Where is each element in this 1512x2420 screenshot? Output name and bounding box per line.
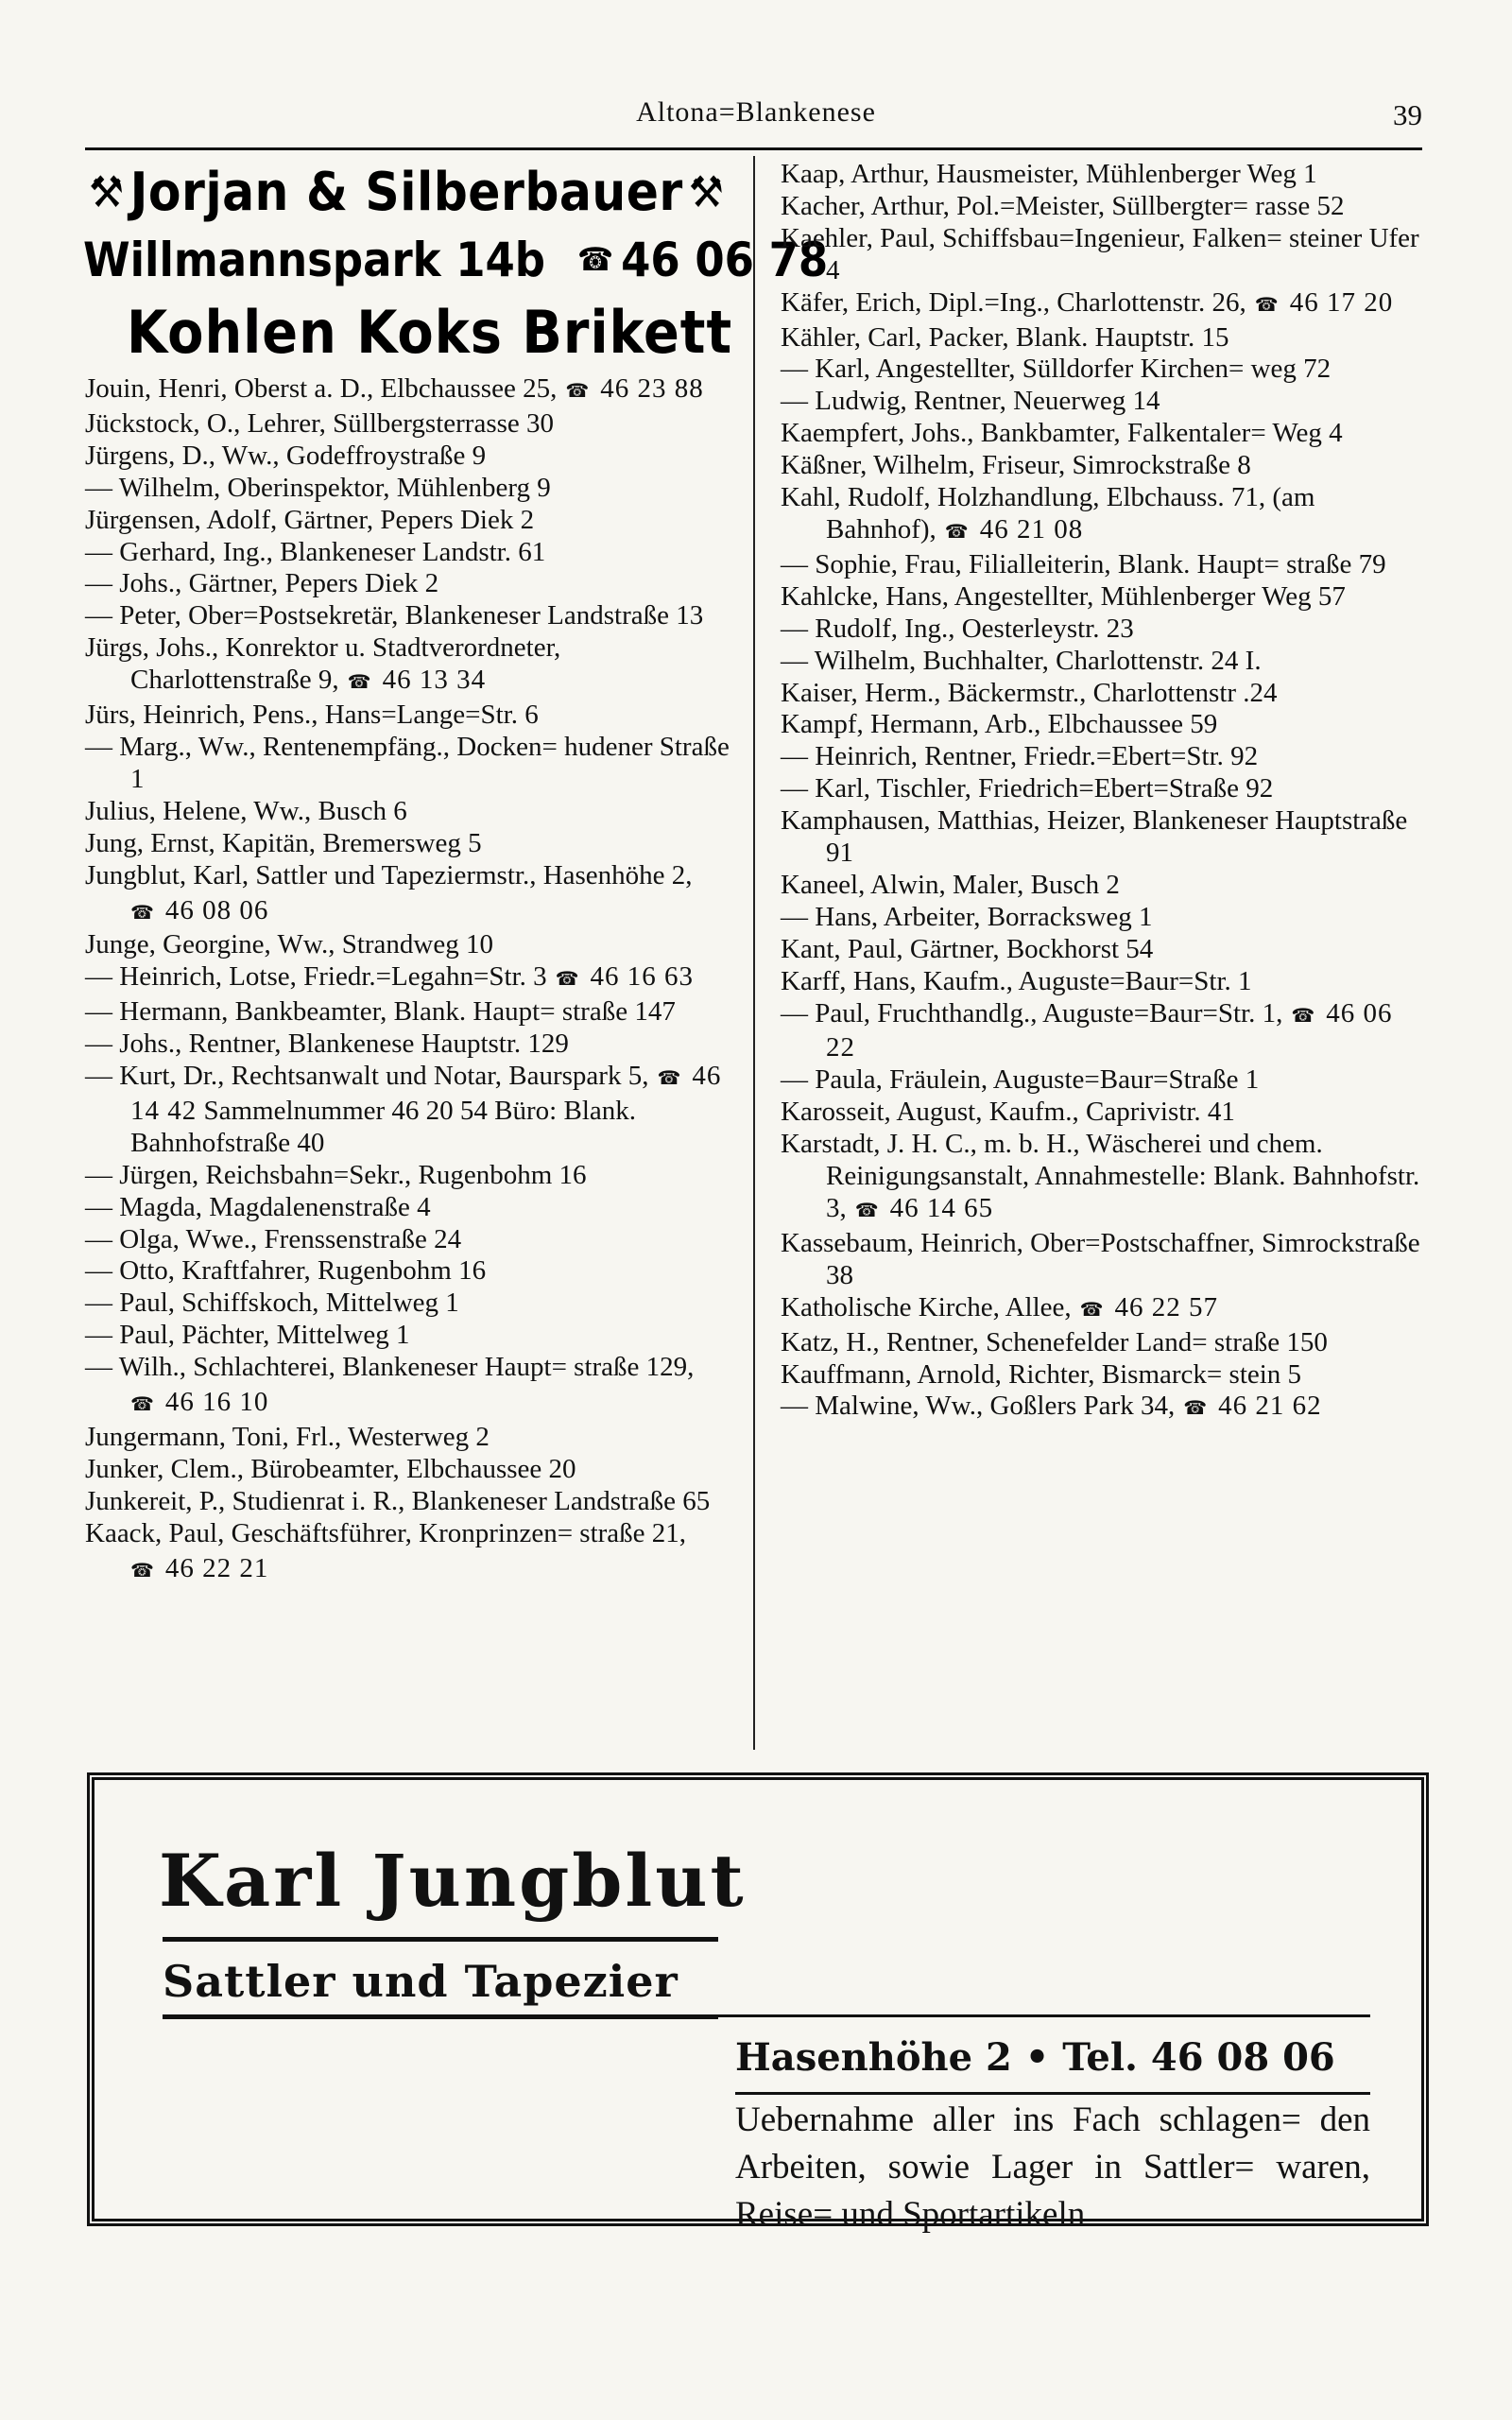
directory-entry [781,191,1423,223]
entry-text: Katz, H., Rentner, Schenefelder Land= straße 150 [781,1326,1328,1357]
entry-phone: 46 21 62 [1218,1391,1322,1422]
entry-text: — Paul, Schiffskoch, Mittelweg 1 [85,1288,459,1319]
entry-text: Jürgens, D., Ww., Godeffroystraße 9 [85,440,487,471]
telephone-icon: ☎ [1178,1398,1208,1420]
entry-text: — Wilhelm, Buchhalter, Charlottenstr. 24 I. [781,645,1262,676]
directory-entry [781,450,1423,482]
directory-entry [781,386,1423,418]
ad-trade: Sattler und Tapezier [163,1956,679,2007]
left-entry-list [85,373,742,1588]
entry-text: Junkereit, P., Studienrat i. R., Blankeneser Landstraße 65 [85,1485,711,1516]
entry-phone: 46 06 22 [826,997,1393,1063]
directory-entry [781,741,1423,773]
telephone-icon: ☎ [577,241,614,279]
directory-entry [781,1129,1423,1228]
directory-entry [85,600,742,632]
left-column [83,156,829,1588]
entry-phone: 46 22 21 [164,1552,269,1583]
directory-entry [85,568,742,600]
entry-text: Katholische Kirche, Allee, [781,1291,1072,1322]
directory-entry [781,773,1423,805]
directory-entry [85,796,742,828]
entry-text: Karstadt, J. H. C., m. b. H., Wäscherei und chem. Reinigungsanstalt, Annahmestelle: Blank. Bahnhofstr. 3, [781,1129,1420,1223]
entry-text: Kahlcke, Hans, Angestellter, Mühlenberger Weg 57 [781,580,1346,612]
divider [718,2014,1370,2017]
entry-text: Karosseit, August, Kaufm., Caprivistr. 41 [781,1097,1235,1128]
entry-text: — Malwine, Ww., Goßlers Park 34, [781,1391,1176,1422]
top-advertisement [83,156,829,373]
telephone-icon: ☎ [1074,1299,1104,1321]
directory-entry [781,1391,1423,1426]
directory-entry [781,223,1423,287]
directory-entry [781,614,1423,646]
entry-text: — Johs., Gärtner, Pepers Diek 2 [85,568,439,599]
directory-entry [781,581,1423,614]
entry-text: Kampf, Hermann, Arb., Elbchaussee 59 [781,709,1218,740]
entry-text: Kamphausen, Matthias, Heizer, Blankeneser Hauptstraße 91 [781,805,1408,869]
telephone-icon: ☎ [850,1201,879,1221]
entry-text: — Kurt, Dr., Rechtsanwalt und Notar, Baurspark 5, [85,1061,649,1092]
directory-entry [781,322,1423,354]
telephone-icon: ☎ [652,1068,681,1090]
divider [163,1937,718,1942]
directory-entry [781,482,1423,549]
directory-entry [85,1288,742,1320]
directory-entry [85,473,742,505]
ad-description: Uebernahme aller ins Fach schlagen= den Arbeiten, sowie Lager in Sattler= waren, Reise= und Sportartikeln [735,2100,1370,2234]
entry-text: Kähler, Carl, Packer, Blank. Hauptstr. 15 [781,321,1229,353]
telephone-icon: ☎ [342,672,371,694]
directory-entry [781,287,1423,322]
directory-entry [85,1028,742,1061]
entry-text: — Johs., Rentner, Blankenese Hauptstr. 129 [85,1028,569,1060]
bottom-advertisement [87,1772,1429,2234]
directory-entry [781,549,1423,581]
entry-text: — Paul, Fruchthandlg., Auguste=Baur=Str. 1, [781,997,1283,1028]
entry-text: Karff, Hans, Kaufm., Auguste=Baur=Str. 1 [781,965,1252,996]
entry-text: — Paul, Pächter, Mittelweg 1 [85,1320,410,1351]
entry-text: — Hans, Arbeiter, Borracksweg 1 [781,901,1153,932]
divider [163,2014,718,2019]
entry-text: — Hermann, Bankbeamter, Blank. Haupt= straße 147 [85,996,676,1028]
page-number: 39 [1393,98,1422,131]
entry-text: Jürgs, Johs., Konrektor u. Stadtverordneter, Charlottenstraße 9, [85,632,561,696]
entry-text: — Rudolf, Ing., Oesterleystr. 23 [781,613,1134,644]
directory-entry [781,646,1423,678]
ad-products: Kohlen Koks Brikett [127,297,733,367]
entry-text: — Karl, Tischler, Friedrich=Ebert=Straße 92 [781,773,1274,804]
directory-entry [85,408,742,441]
entry-text: Kauffmann, Arnold, Richter, Bismarck= stein 5 [781,1358,1302,1390]
ad-name: Karl Jungblut [159,1839,747,1923]
entry-text: — Heinrich, Lotse, Friedr.=Legahn=Str. 3 [85,961,547,993]
entry-text: Kassebaum, Heinrich, Ober=Postschaffner, Simrockstraße 38 [781,1227,1420,1290]
header-rule [85,147,1422,150]
directory-entry [781,934,1423,966]
entry-text: Jouin, Henri, Oberst a. D., Elbchaussee 25, [85,373,558,404]
entry-text: — Gerhard, Ing., Blankeneser Landstr. 61 [85,536,546,567]
entry-text: Jung, Ernst, Kapitän, Bremersweg 5 [85,827,482,858]
right-entry-list [781,159,1423,1426]
directory-entry [85,929,742,961]
entry-phone: 46 16 63 [590,961,694,993]
entry-phone: 46 14 65 [889,1193,994,1223]
header-title: Altona=Blankenese [636,96,876,128]
directory-entry [85,1061,742,1160]
entry-phone: 46 22 57 [1114,1291,1219,1322]
entry-text: Kant, Paul, Gärtner, Bockhorst 54 [781,933,1154,964]
directory-entry [85,632,742,700]
directory-entry [85,700,742,732]
directory-entry [781,1327,1423,1359]
directory-entry [781,805,1423,870]
entry-text: Jungblut, Karl, Sattler und Tapeziermstr., Hasenhöhe 2, [85,859,693,890]
entry-text: Kaehler, Paul, Schiffsbau=Ingenieur, Falken= steiner Ufer 4 [781,222,1419,285]
entry-text: — Heinrich, Rentner, Friedr.=Ebert=Str. 92 [781,741,1259,772]
entry-text: — Karl, Angestellter, Sülldorfer Kirchen= weg 72 [781,354,1332,385]
telephone-icon: ☎ [550,969,579,991]
directory-entry [85,373,742,408]
column-divider [753,156,755,1750]
directory-entry [781,354,1423,386]
entry-text: — Paula, Fräulein, Auguste=Baur=Straße 1 [781,1064,1260,1096]
directory-entry [85,1454,742,1486]
directory-entry [781,1292,1423,1327]
telephone-icon: ☎ [1286,1005,1315,1027]
telephone-icon: ☎ [130,902,154,924]
entry-text: — Wilhelm, Oberinspektor, Mühlenberg 9 [85,472,551,503]
entry-text: Kaneel, Alwin, Maler, Busch 2 [781,869,1120,900]
directory-entry [85,1518,742,1588]
entry-phone: 46 23 88 [600,373,704,404]
directory-entry [85,732,742,796]
directory-entry [781,1064,1423,1097]
entry-text: Jungermann, Toni, Frl., Westerweg 2 [85,1422,490,1452]
telephone-icon: ☎ [130,1394,154,1416]
entry-text: Käfer, Erich, Dipl.=Ing., Charlottenstr. 26, [781,286,1246,318]
entry-text: — Olga, Wwe., Frenssenstraße 24 [85,1223,462,1254]
directory-entry [85,1192,742,1224]
entry-text: Käßner, Wilhelm, Friseur, Simrockstraße 8 [781,450,1251,481]
directory-entry [781,998,1423,1065]
directory-entry [781,678,1423,710]
entry-phone: 46 13 34 [382,665,487,696]
entry-text: Jürgensen, Adolf, Gärtner, Pepers Diek 2 [85,504,535,535]
entry-text: Kaempfert, Johs., Bankbamter, Falkentaler= Weg 4 [781,418,1343,449]
ad-street: Willmannspark 14b [83,233,546,287]
hammer-icon: ⚒ [89,166,125,217]
divider [735,2092,1370,2095]
telephone-icon: ☎ [560,381,590,402]
ad-company-name: Jorjan & Silberbauer [129,161,683,223]
directory-entry [85,1486,742,1518]
directory-entry [85,441,742,473]
entry-text: — Wilh., Schlachterei, Blankeneser Haupt= straße 129, [85,1352,695,1383]
directory-entry [85,537,742,569]
entry-phone: 46 21 08 [979,513,1084,544]
directory-entry [781,1228,1423,1292]
entry-text: — Marg., Ww., Rentenempfäng., Docken= hudener Straße 1 [85,731,730,794]
entry-text: Junge, Georgine, Ww., Strandweg 10 [85,929,493,960]
directory-entry [781,709,1423,741]
entry-text: — Sophie, Frau, Filialleiterin, Blank. Haupt= straße 79 [781,548,1386,579]
entry-phone: 46 17 20 [1289,286,1394,318]
entry-text: Junker, Clem., Bürobeamter, Elbchaussee 20 [85,1453,576,1484]
directory-entry [781,159,1423,191]
entry-text: — Jürgen, Reichsbahn=Sekr., Rugenbohm 16 [85,1159,587,1190]
hammer-icon: ⚒ [688,166,725,217]
directory-entry [85,860,742,930]
ad-address: Hasenhöhe 2 • Tel. 46 08 06 [735,2035,1335,2080]
entry-phone: 46 08 06 [164,894,269,925]
directory-entry [85,1352,742,1422]
telephone-icon: ☎ [130,1560,154,1582]
entry-text: — Ludwig, Rentner, Neuerweg 14 [781,386,1160,417]
directory-entry [85,1255,742,1288]
directory-entry [85,1224,742,1256]
entry-text: Jückstock, O., Lehrer, Süllbergsterrasse 30 [85,407,555,439]
directory-entry [781,418,1423,450]
entry-text: — Otto, Kraftfahrer, Rugenbohm 16 [85,1255,487,1287]
directory-entry [85,505,742,537]
entry-phone: 46 14 42 [130,1061,722,1126]
entry-text: Julius, Helene, Ww., Busch 6 [85,795,407,826]
directory-entry [781,902,1423,934]
right-column [781,159,1423,1426]
entry-text: Kahl, Rudolf, Holzhandlung, Elbchauss. 71, (am Bahnhof), [781,482,1315,544]
directory-entry [85,1320,742,1352]
entry-text: Kaap, Arthur, Hausmeister, Mühlenberger Weg 1 [781,159,1317,189]
entry-phone: 46 16 10 [164,1387,269,1418]
entry-text: Kaiser, Herm., Bäckermstr., Charlottenstr .24 [781,677,1278,708]
entry-text: Kacher, Arthur, Pol.=Meister, Süllbergter= rasse 52 [781,190,1345,221]
entry-extra: Sammelnummer 46 20 54 Büro: Blank. Bahnhofstraße 40 [130,1095,637,1158]
entry-text: — Magda, Magdalenenstraße 4 [85,1191,431,1222]
telephone-icon: ☎ [939,521,969,543]
directory-entry [85,1422,742,1454]
directory-entry [85,828,742,860]
directory-entry [781,1359,1423,1392]
telephone-icon: ☎ [1249,294,1279,316]
entry-text: Kaack, Paul, Geschäftsführer, Kronprinzen= straße 21, [85,1517,687,1548]
directory-entry [85,996,742,1028]
directory-entry [781,966,1423,998]
directory-entry [781,1097,1423,1129]
ad-phone: 46 06 78 [621,233,829,287]
entry-text: — Peter, Ober=Postsekretär, Blankeneser Landstraße 13 [85,600,704,631]
entry-text: Jürs, Heinrich, Pens., Hans=Lange=Str. 6 [85,700,539,731]
directory-entry [85,1160,742,1192]
directory-entry [781,870,1423,902]
directory-entry [85,961,742,996]
